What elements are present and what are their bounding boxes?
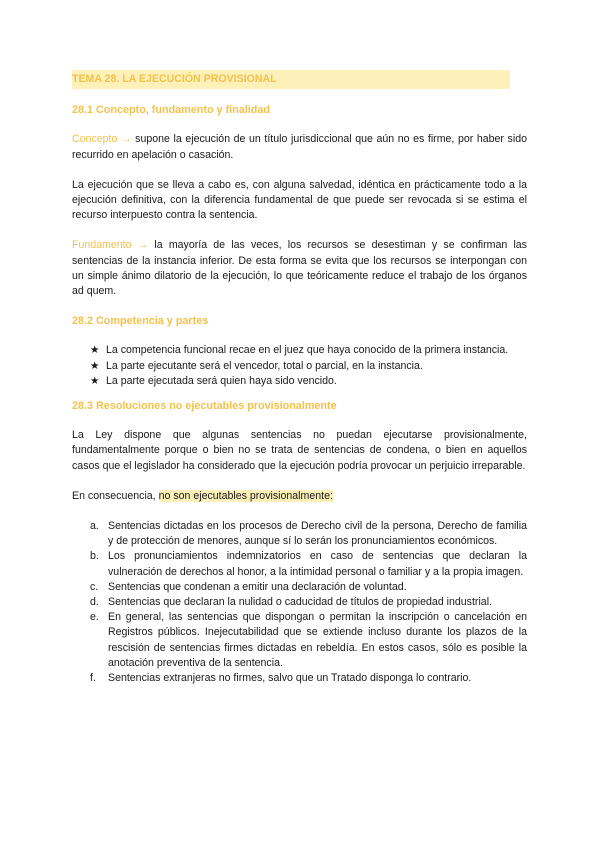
list-item: d. Sentencias que declaran la nulidad o caducidad de títulos de propiedad industrial. (90, 596, 492, 609)
list-item: ★ La competencia funcional recae en el juez que haya conocido de la primera instancia. (90, 343, 527, 358)
list-item: c. Sentencias que condenan a emitir una declaración de voluntad. (90, 580, 407, 593)
list-item: e. En general, las sentencias que dispongan o permitan la inscripción o cancelación en Registros públicos. Inejecutabilidad que se extiende incluso durante los plazos de la rescisión de sentencias firmes dictadas en rebeldía. En estos casos, sólo es posible la anotación preventiva de la sentencia. (90, 611, 527, 669)
list-item: ★ La parte ejecutada será quien haya sido vencido. (90, 374, 527, 389)
document-title: TEMA 28. LA EJECUCIÓN PROVISIONAL (72, 70, 510, 89)
document-page (72, 70, 527, 686)
ley-paragraph: La Ley dispone que algunas sentencias no puedan ejecutarse provisionalmente, fundamentalmente porque o bien no se trata de sentencias de condena, o bien en aquellos casos que el legislador ha considerado que la ejecución podría provocar un perjuicio irreparable. (72, 429, 527, 472)
section-heading-28-3: 28.3 Resoluciones no ejecutables provisionalmente (72, 400, 337, 413)
consecuencia-paragraph (72, 489, 527, 504)
concepto-label: Concepto (72, 133, 118, 146)
list-item: ★ La parte ejecutante será el vencedor, total o parcial, en la instancia. (90, 359, 527, 374)
highlighted-phrase: no son ejecutables provisionalmente: (158, 489, 333, 502)
ejecucion-paragraph: La ejecución que se lleva a cabo es, con alguna salvedad, idéntica en prácticamente todo a la ejecución definitiva, con la diferencia fundamental de que puede ser revocada si se estima el recurso interpuesto contra la sentencia. (72, 178, 527, 222)
list-item: f. Sentencias extranjeras no firmes, salvo que un Tratado disponga lo contrario. (90, 672, 472, 685)
arrow-glyph: → (120, 133, 132, 146)
fundamento-label: Fundamento (72, 239, 132, 252)
concepto-text: supone la ejecución de un título jurisdiccional que aún no es firme, por haber sido recurrido en apelación o casación. (72, 133, 527, 161)
competencia-list (72, 343, 527, 389)
fundamento-text: la mayoría de las veces, los recursos se desestiman y se confirman las sentencias de la instancia inferior. De esta forma se evita que los recursos se interpongan con un simple ánimo dilatorio de la ejecución, lo que teóricamente reduce el trabajo de los órganos ad quem. (72, 239, 527, 298)
star-icon: ★ (90, 374, 100, 387)
star-icon: ★ (90, 359, 100, 372)
consecuencia-lead: En consecuencia, (72, 489, 156, 502)
resoluciones-list (72, 519, 527, 686)
arrow-glyph: → (137, 239, 149, 252)
list-item: a. Sentencias dictadas en los procesos de Derecho civil de la persona, Derecho de familia y de protección de menores, aunque sí lo serán los pronunciamientos económicos. (90, 520, 527, 548)
section-heading-28-1: 28.1 Concepto, fundamento y finalidad (72, 104, 270, 117)
fundamento-paragraph (72, 238, 527, 299)
section-heading-28-2: 28.2 Competencia y partes (72, 315, 209, 328)
concepto-paragraph (72, 132, 527, 162)
star-icon: ★ (90, 344, 100, 357)
list-item: b. Los pronunciamientos indemnizatorios en caso de sentencias que declaran la vulneración de derechos al honor, a la intimidad personal o familiar y a la propia imagen. (90, 550, 527, 578)
